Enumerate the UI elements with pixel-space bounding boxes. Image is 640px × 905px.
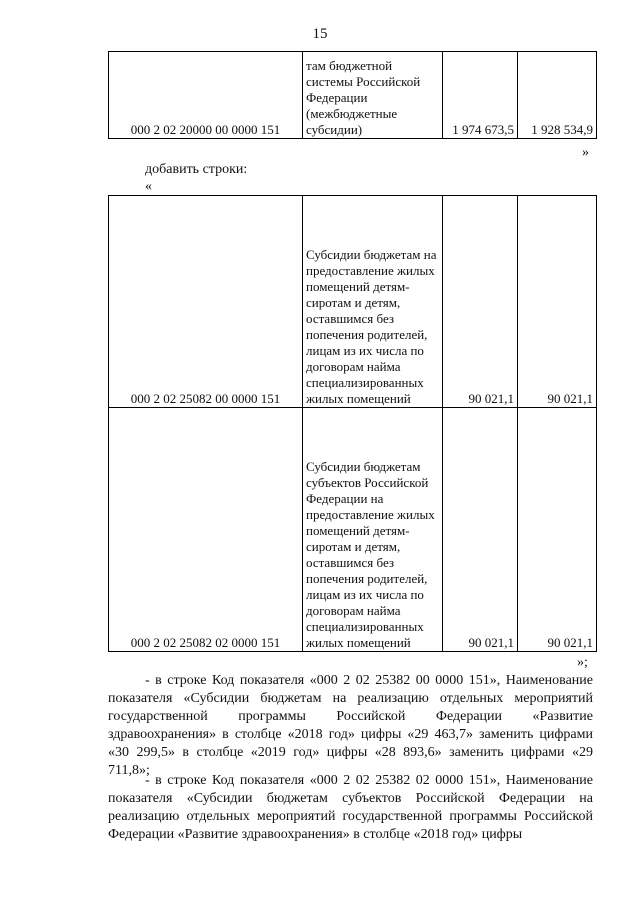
row-name: Субсидии бюджетам на предоставление жилых помещений детям-сиротам и детям, оставшимся без попечения родителей, лицам из их числа по договорам найма специализированных жилых помещений: [303, 196, 443, 408]
budget-table-top: [108, 51, 597, 139]
row-name: там бюджетной системы Российской Федерации (межбюджетные субсидии): [303, 52, 443, 139]
row-value-2019: 90 021,1: [518, 408, 597, 652]
row-value-2018: 90 021,1: [443, 196, 518, 408]
table-row: [109, 408, 597, 652]
add-rows-label: добавить строки:: [145, 162, 248, 177]
page-number: 15: [312, 26, 328, 42]
row-value-2018: 90 021,1: [443, 408, 518, 652]
amendment-paragraph-2: - в строке Код показателя «000 2 02 25382 02 0000 151», Наименование показателя «Субсидии бюджетам субъектов Российской Федерации на реализацию отдельных мероприятий государственной программы Российской Федерации «Развитие здравоохранения» в столбце «2018 год» цифры: [108, 773, 593, 842]
closing-quote-semicolon: »;: [577, 655, 588, 670]
table-row: [109, 196, 597, 408]
row-code: 000 2 02 25082 00 0000 151: [109, 196, 303, 408]
row-value-2019: 1 928 534,9: [518, 52, 597, 139]
table-row: [109, 52, 597, 139]
row-value-2018: 1 974 673,5: [443, 52, 518, 139]
opening-quote: «: [145, 179, 152, 194]
budget-table-added: [108, 195, 597, 652]
row-name: Субсидии бюджетам субъектов Российской Федерации на предоставление жилых помещений детям-сиротам и детям, оставшимся без попечения родителей, лицам из их числа по договорам найма специализированных жилых помещений: [303, 408, 443, 652]
row-code: 000 2 02 20000 00 0000 151: [109, 52, 303, 139]
row-code: 000 2 02 25082 02 0000 151: [109, 408, 303, 652]
amendment-paragraph-1: - в строке Код показателя «000 2 02 25382 00 0000 151», Наименование показателя «Субсидии бюджетам на реализацию отдельных мероприятий государственной программы Российской Федерации «Развитие здравоохранения» в столбце «2018 год» цифры «29 463,7» заменить цифрами «30 299,5» в столбце «2019 год» цифры «28 893,6» заменить цифрами «29 711,8»;: [108, 673, 593, 778]
closing-quote: »: [582, 145, 589, 160]
row-value-2019: 90 021,1: [518, 196, 597, 408]
